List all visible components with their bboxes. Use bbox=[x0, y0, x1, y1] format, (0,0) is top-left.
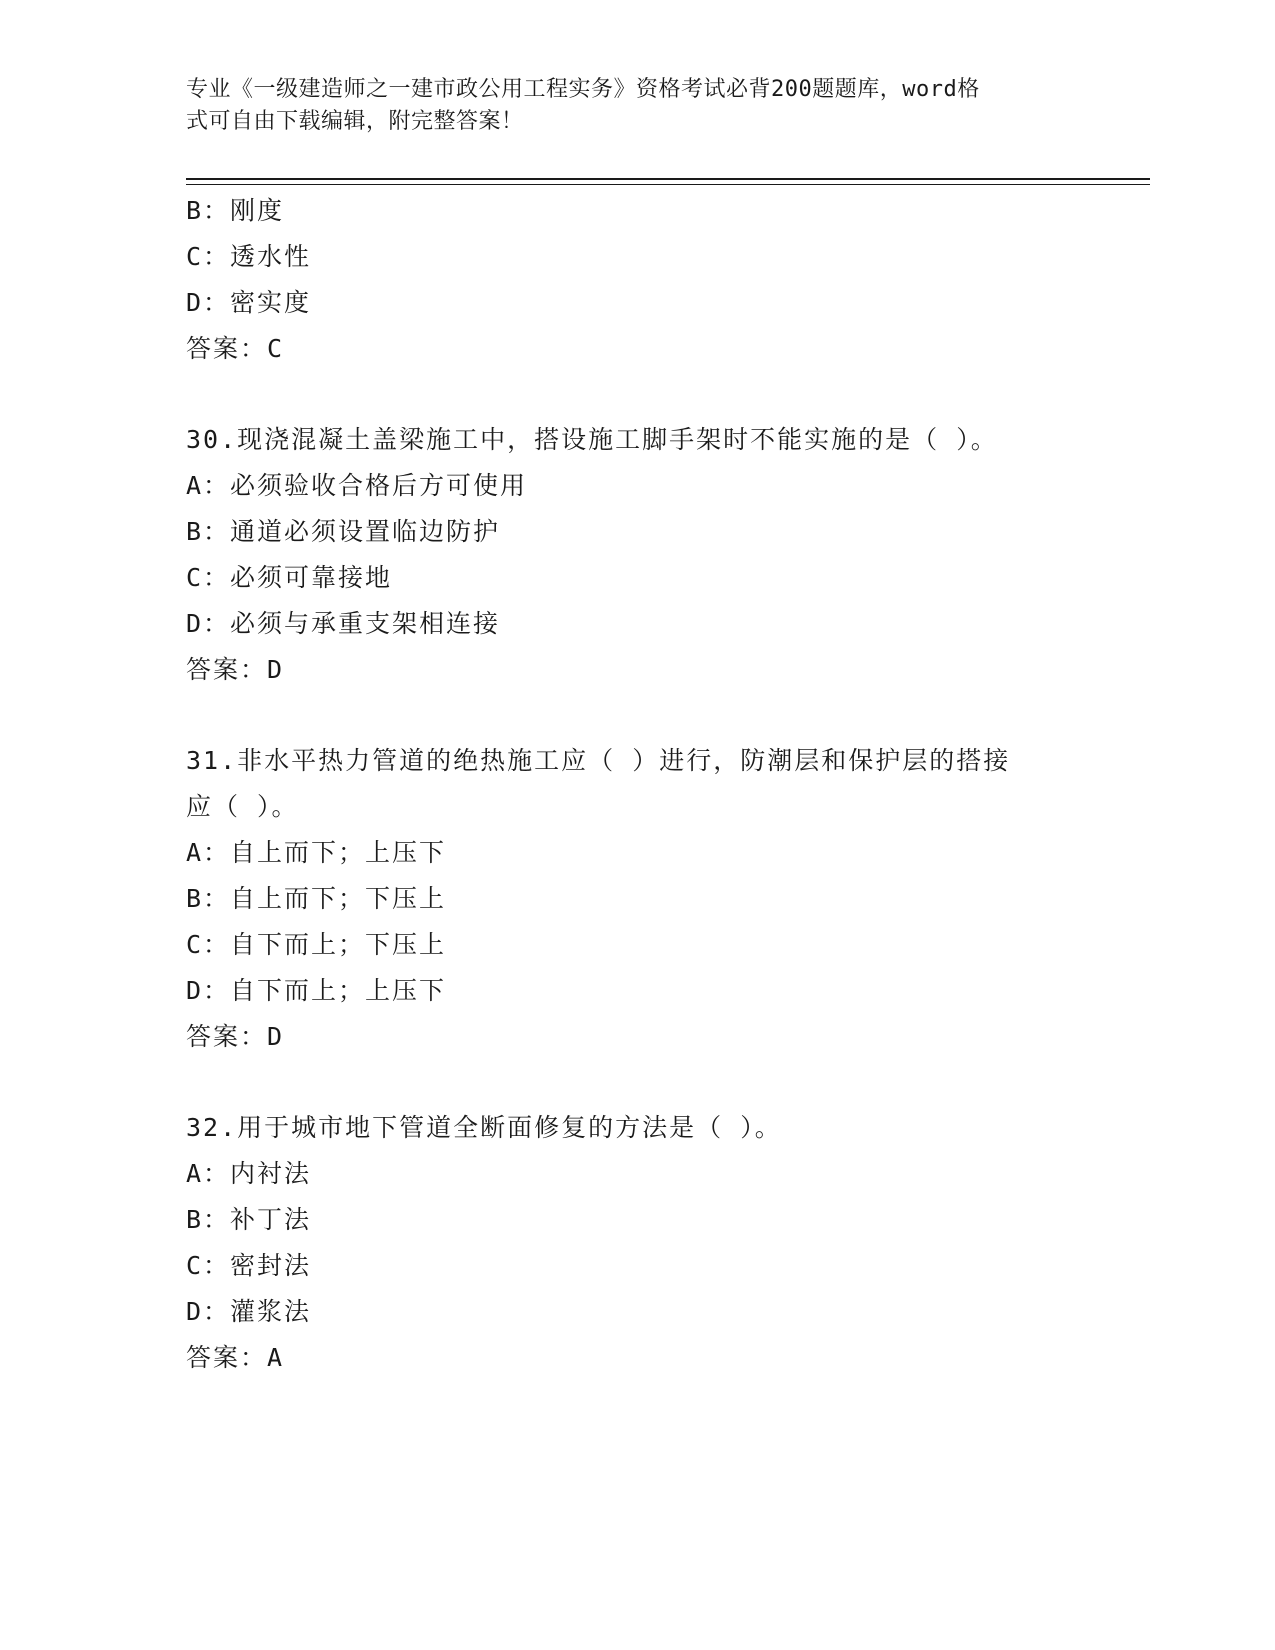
header-rule-thick bbox=[186, 178, 1150, 180]
header-line-1: 专业《一级建造师之一建市政公用工程实务》资格考试必背200题题库，word格 bbox=[186, 77, 980, 102]
question-stem-continued: 应（ ）。 bbox=[186, 792, 299, 821]
question-fragment bbox=[186, 188, 1086, 372]
question-stem: 31.非水平热力管道的绝热施工应（ ）进行，防潮层和保护层的搭接 bbox=[186, 746, 1011, 775]
option-c: C：自下而上；下压上 bbox=[186, 930, 447, 959]
option-d: D：灌浆法 bbox=[186, 1297, 312, 1326]
option-c: C：密封法 bbox=[186, 1251, 312, 1280]
option-a: A：必须验收合格后方可使用 bbox=[186, 471, 528, 500]
option-b: B：通道必须设置临边防护 bbox=[186, 517, 501, 546]
header-line-2: 式可自由下载编辑，附完整答案！ bbox=[186, 109, 524, 134]
question-list bbox=[186, 188, 1086, 1381]
option-d: D：自下而上；上压下 bbox=[186, 976, 447, 1005]
answer-line: 答案：A bbox=[186, 1343, 285, 1372]
answer-line: 答案：D bbox=[186, 655, 285, 684]
option-b: B：刚度 bbox=[186, 196, 285, 225]
document-header bbox=[186, 74, 1076, 138]
option-b: B：自上而下；下压上 bbox=[186, 884, 447, 913]
option-d: D：密实度 bbox=[186, 288, 312, 317]
header-rule-thin bbox=[186, 184, 1150, 185]
option-a: A：内衬法 bbox=[186, 1159, 312, 1188]
option-c: C：透水性 bbox=[186, 242, 312, 271]
question-stem: 30.现浇混凝土盖梁施工中，搭设施工脚手架时不能实施的是（ ）。 bbox=[186, 425, 998, 454]
option-b: B：补丁法 bbox=[186, 1205, 312, 1234]
option-a: A：自上而下；上压下 bbox=[186, 838, 447, 867]
question-30 bbox=[186, 417, 1086, 693]
option-c: C：必须可靠接地 bbox=[186, 563, 393, 592]
option-d: D：必须与承重支架相连接 bbox=[186, 609, 501, 638]
answer-line: 答案：D bbox=[186, 1022, 285, 1051]
question-31 bbox=[186, 738, 1086, 1060]
question-stem: 32.用于城市地下管道全断面修复的方法是（ ）。 bbox=[186, 1113, 782, 1142]
question-32 bbox=[186, 1105, 1086, 1381]
answer-line: 答案：C bbox=[186, 334, 285, 363]
